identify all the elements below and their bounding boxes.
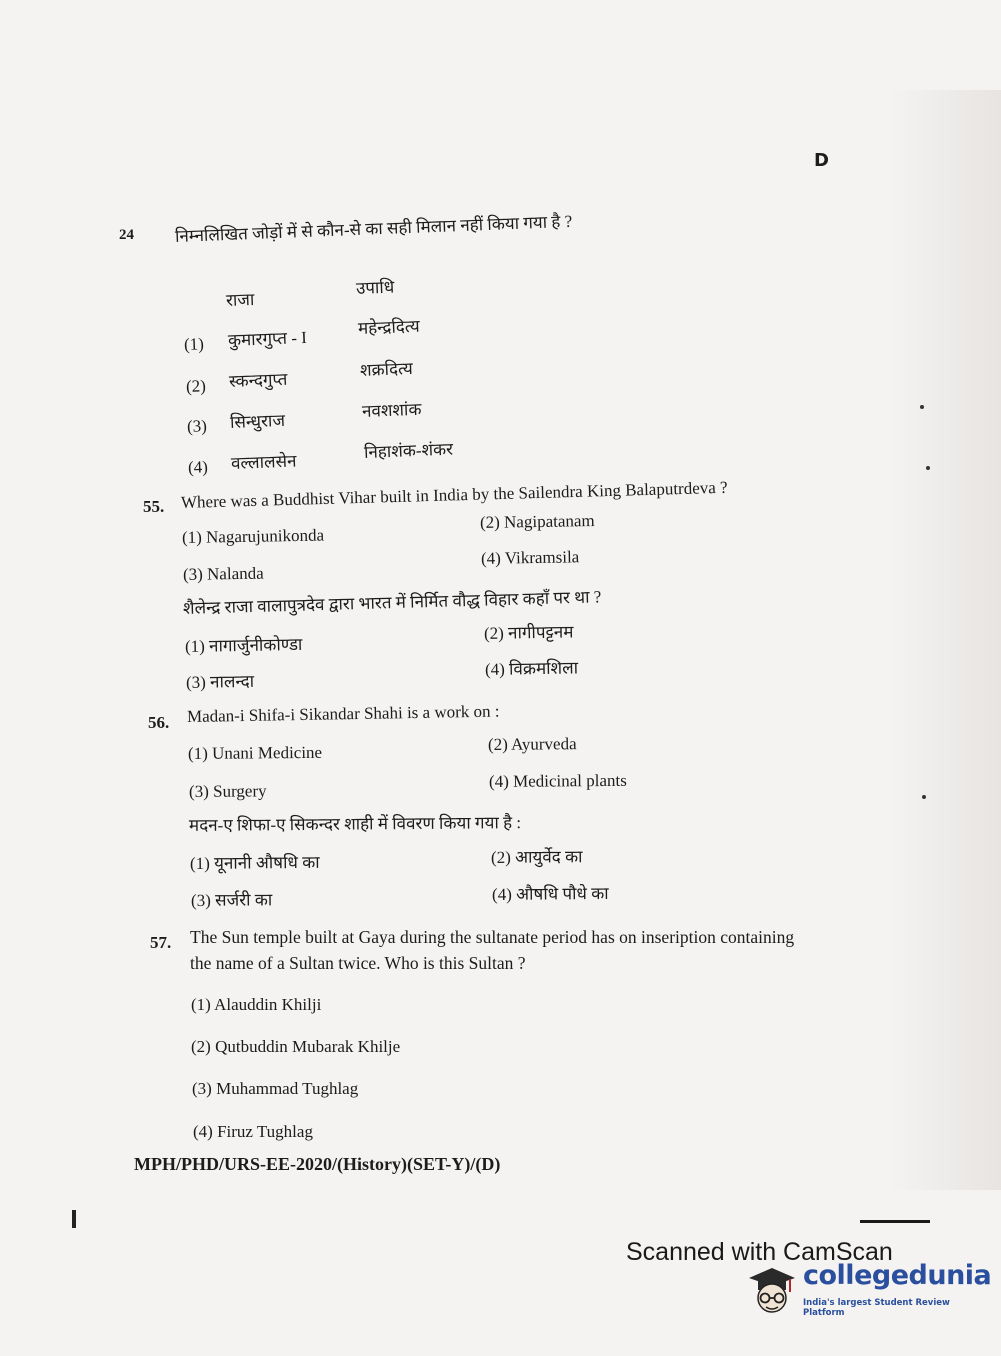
q55-option-hi-3: (3) नालन्दा (185, 671, 255, 692)
q56-option-en-3: (3) Surgery (188, 781, 267, 801)
q54-row-title: नवशशांक (361, 399, 422, 421)
q56-option-hi-4: (4) औषधि पौधे का (491, 883, 609, 904)
q55-option-en-3: (3) Nalanda (182, 563, 264, 584)
graduate-mascot-icon (745, 1260, 799, 1316)
q57-question-line1: The Sun temple built at Gaya during the sultanate period has on inseription containing (190, 927, 795, 947)
q55-number: 55. (143, 497, 165, 516)
q55-option-hi-4: (4) विक्रमशिला (484, 658, 579, 679)
q54-row-num: (1) (183, 334, 205, 354)
q57-option-3: (3) Muhammad Tughlag (192, 1079, 359, 1098)
q57-option-2: (2) Qutbuddin Mubarak Khilje (191, 1037, 401, 1056)
q55-question-hi: शैलेन्द्र राजा वालापुत्रदेव द्वारा भारत में निर्मित वौद्ध विहार कहाँ पर था ? (182, 587, 602, 618)
q55-option-en-4: (4) Vikramsila (480, 547, 580, 568)
scan-speck (926, 466, 930, 470)
q56-option-en-1: (1) Unani Medicine (187, 742, 323, 763)
q54-row-title: शक्रदित्य (359, 358, 414, 380)
q54-col-king: राजा (225, 289, 255, 310)
q55-option-hi-1: (1) नागार्जुनीकोण्डा (184, 634, 303, 656)
collegedunia-logo (745, 1258, 992, 1318)
q54-question: निम्नलिखित जोड़ों में से कौन-से का सही मिलान नहीं किया गया है ? (174, 211, 573, 246)
set-letter: D (814, 150, 829, 171)
scan-speck (920, 405, 924, 409)
page-number: 24 (119, 227, 134, 243)
scan-speck (922, 795, 926, 799)
q54-row-king: कुमारगुप्त - I (227, 327, 308, 350)
collegedunia-tagline: India's largest Student Review Platform (803, 1298, 950, 1318)
scan-edge-mark (72, 1210, 76, 1228)
scan-shadow (891, 90, 1001, 1190)
q56-option-hi-1: (1) यूनानी औषधि का (189, 852, 320, 873)
q54-row-num: (4) (187, 457, 209, 477)
q54-row-king: वल्लालसेन (230, 451, 297, 473)
q54-row-title: निहाशंक-शंकर (363, 439, 454, 462)
collegedunia-wordmark: collegedunia (803, 1260, 992, 1291)
q57-option-4: (4) Firuz Tughlag (193, 1122, 313, 1141)
q54-row-num: (2) (185, 376, 207, 396)
scan-line-mark (860, 1220, 930, 1223)
q54-row-num: (3) (186, 416, 208, 436)
q57-question-line2: the name of a Sultan twice. Who is this Sultan ? (190, 953, 526, 973)
q56-number: 56. (148, 713, 170, 732)
q57-option-1: (1) Alauddin Khilji (191, 995, 322, 1014)
q54-row-king: स्कन्दगुप्त (228, 369, 288, 391)
q54-row-title: महेन्द्रदित्य (357, 316, 421, 338)
q54-col-title: उपाधि (355, 277, 395, 298)
q55-option-en-2: (2) Nagipatanam (479, 510, 595, 532)
q56-option-hi-2: (2) आयुर्वेद का (490, 847, 583, 867)
q56-question-en: Madan-i Shifa-i Sikandar Shahi is a work on : (186, 701, 500, 726)
footer-exam-code: MPH/PHD/URS-EE-2020/(History)(SET-Y)/(D) (134, 1154, 501, 1174)
q55-option-hi-2: (2) नागीपट्टनम (483, 622, 574, 643)
q56-option-en-4: (4) Medicinal plants (488, 770, 627, 791)
q56-option-hi-3: (3) सर्जरी का (190, 890, 273, 910)
q55-question-en: Where was a Buddhist Vihar built in India by the Sailendra King Balaputrdeva ? (180, 477, 728, 512)
q55-option-en-1: (1) Nagarujunikonda (181, 525, 325, 547)
q56-option-en-2: (2) Ayurveda (487, 734, 577, 754)
q54-row-king: सिन्धुराज (229, 410, 286, 432)
q57-number: 57. (150, 933, 172, 952)
q56-question-hi: मदन-ए शिफा-ए सिकन्दर शाही में विवरण किया गया है : (188, 813, 522, 835)
camscan-watermark: Scanned with CamScan (626, 1238, 893, 1266)
